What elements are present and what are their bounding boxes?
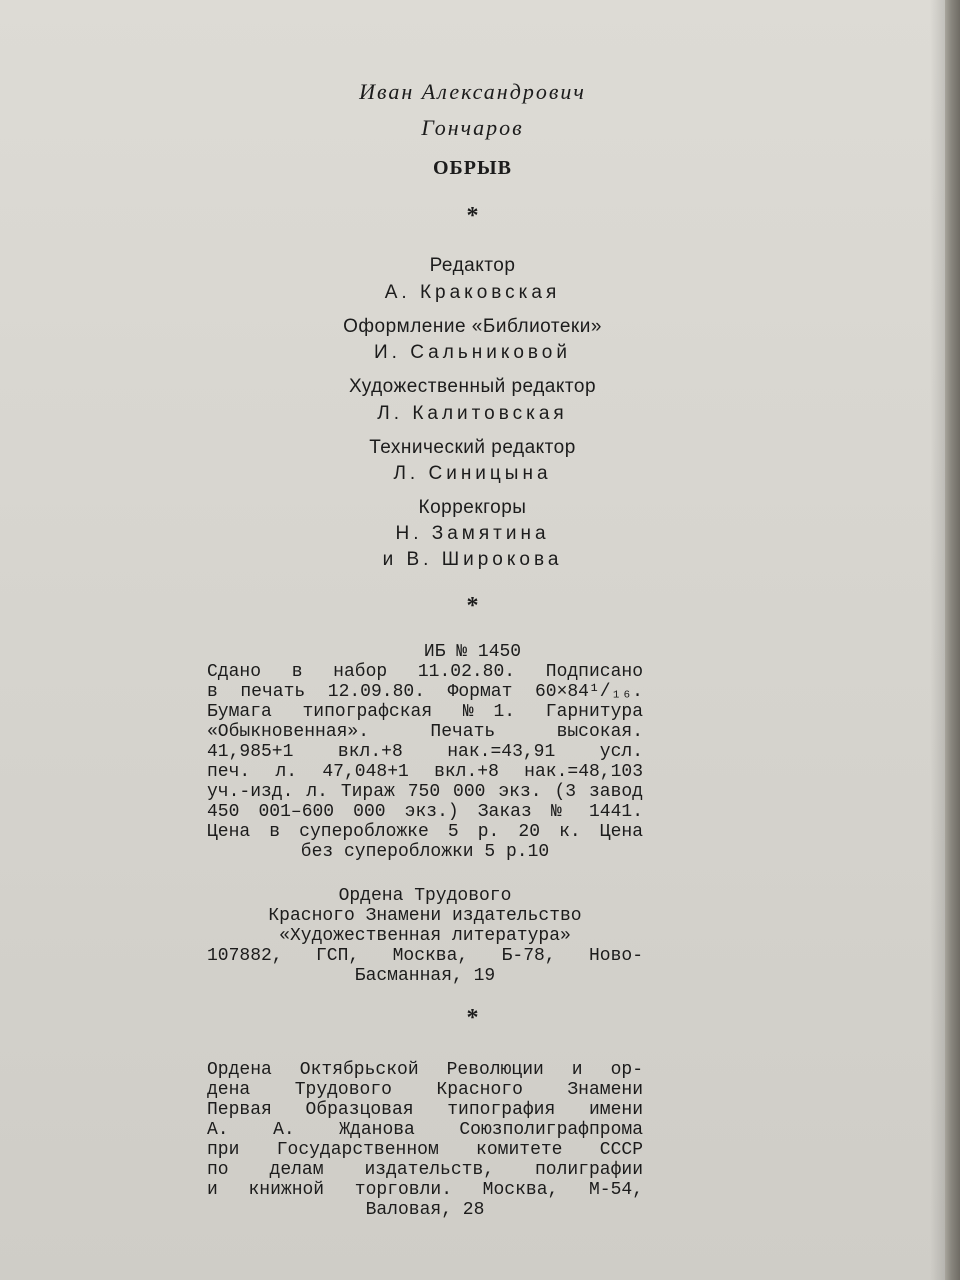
- imprint-line: печ. л. 47,048+1 вкл.+8 нак.=48,103: [207, 762, 643, 782]
- publisher-line: Красного Знамени издательство: [268, 906, 582, 926]
- corrector-2-name: и В. Широкова: [382, 549, 563, 570]
- imprint-line: в печать 12.09.80. Формат 60×84¹/₁₆.: [207, 682, 643, 702]
- publisher-address-last: Басманная, 19: [354, 966, 496, 986]
- imprint-block: [207, 662, 643, 862]
- editor-name: А. Краковская: [384, 282, 561, 303]
- ib-number: ИБ № 1450: [423, 642, 522, 662]
- printer-line: Ордена Октябрьской Революции и ор-: [207, 1060, 643, 1080]
- printer-last-line: Валовая, 28: [365, 1200, 485, 1220]
- separator-2: *: [466, 593, 479, 619]
- separator-1: *: [466, 203, 479, 229]
- imprint-line: 450 001–600 000 экз.) Заказ № 1441.: [207, 802, 643, 822]
- printer-line: А. А. Жданова Союзполиграфпрома: [207, 1120, 643, 1140]
- separator-3: *: [466, 1005, 479, 1031]
- publisher-line: Ордена Трудового: [338, 886, 512, 906]
- printer-line: Первая Образцовая типография имени: [207, 1100, 643, 1120]
- editor-role: Редактор: [429, 255, 516, 276]
- imprint-line: Сдано в набор 11.02.80. Подписано: [207, 662, 643, 682]
- author-first-name: Иван Александрович: [359, 79, 586, 104]
- book-title: ОБРЫВ: [433, 157, 512, 179]
- design-role: Оформление «Библиотеки»: [343, 316, 602, 337]
- author-last-name: Гончаров: [421, 115, 524, 140]
- imprint-line: Бумага типографская №1. Гарнитура: [207, 702, 643, 722]
- publisher-address: 107882, ГСП, Москва, Б-78, Ново-: [207, 946, 643, 966]
- printer-block: [207, 1060, 643, 1220]
- design-name: И. Сальниковой: [374, 342, 571, 363]
- tech-editor-name: Л. Синицына: [393, 463, 552, 484]
- corrector-1-name: Н. Замятина: [395, 523, 550, 544]
- printer-line: и книжной торговли. Москва, М-54,: [207, 1180, 643, 1200]
- imprint-line: Цена в суперобложке 5 р. 20 к. Цена: [207, 822, 643, 842]
- imprint-line: «Обыкновенная». Печать высокая.: [207, 722, 643, 742]
- tech-editor-role: Технический редактор: [369, 437, 576, 458]
- publisher-line: «Художественная литература»: [279, 926, 571, 946]
- correctors-role: Коррекгоры: [418, 497, 527, 518]
- imprint-line: уч.-изд. л. Тираж 750 000 экз. (3 завод: [207, 782, 643, 802]
- page-edge: [945, 0, 960, 1280]
- imprint-line: 41,985+1 вкл.+8 нак.=43,91 усл.: [207, 742, 643, 762]
- printer-line: дена Трудового Красного Знамени: [207, 1080, 643, 1100]
- art-editor-role: Художественный редактор: [348, 376, 597, 397]
- art-editor-name: Л. Калитовская: [377, 403, 568, 424]
- printer-line: при Государственном комитете СССР: [207, 1140, 643, 1160]
- printer-line: по делам издательств, полиграфии: [207, 1160, 643, 1180]
- publisher-block: [207, 886, 643, 986]
- imprint-last-line: без суперобложки 5 р.10: [300, 842, 550, 862]
